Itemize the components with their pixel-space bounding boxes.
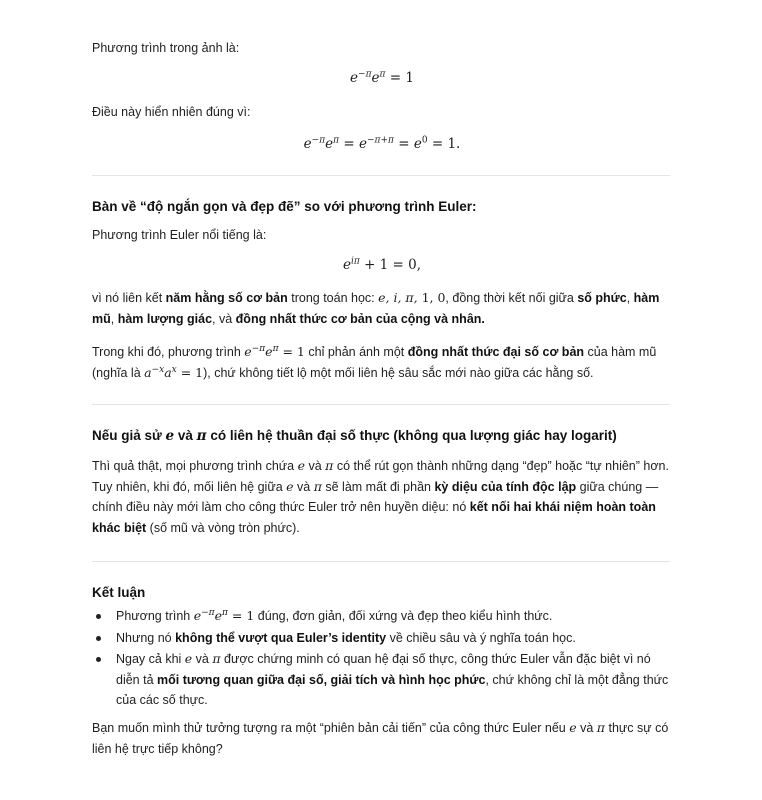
euler-paragraph: vì nó liên kết năm hằng số cơ bản trong toán học: e, i, π, 1, 0, đồng thời kết nối giữa số phức, hàm mũ, hàm lượng giác, và đồng nhất thức cơ bản của cộng và nhân. — [92, 290, 660, 326]
divider — [92, 404, 670, 405]
divider — [92, 561, 670, 562]
bullet-icon — [96, 614, 101, 619]
comparison-paragraph: Trong khi đó, phương trình $e^{-\pi}e^\pi = 1$ chỉ phản ánh một đồng nhất thức đại số cơ bản của hàm mũ (nghĩa là $a^{-x}a^x = 1$), chứ không tiết lộ một mối liên hệ sâu sắc mới nào giữa các hằng số. — [92, 343, 657, 380]
bullet-icon — [96, 657, 101, 662]
algebraic-paragraph: Thì quả thật, mọi phương trình chứa e và π có thể rút gọn thành những dạng “đẹp” hoặc “tự nhiên” hơn. Tuy nhiên, khi đó, mối liên hệ giữa e và π sẽ làm mất đi phần kỳ diệu của tính độc lập giữa chúng — chính điều này mới làm cho công thức Euler trở nên huyền diệu: nó kết nối hai khái niệm hoàn toàn khác biệt (số mũ và vòng tròn phức). — [92, 458, 669, 535]
follow-up-question: Bạn muốn mình thử tưởng tượng ra một “phiên bản cải tiến” của công thức Euler nếu e và π thực sự có liên hệ trực tiếp không? — [92, 720, 669, 756]
section-heading-conclusion: Kết luận — [92, 585, 146, 600]
intro-line-2: Điều này hiển nhiên đúng vì: — [92, 105, 251, 119]
euler-equation: $e^{i\pi} + 1 = 0$, — [342, 256, 422, 273]
section-heading-euler: Bàn về “độ ngắn gọn và đẹp đẽ” so với phương trình Euler: — [92, 199, 477, 214]
list-item: Nhưng nó không thể vượt qua Euler’s identity về chiều sâu và ý nghĩa toán học. — [92, 628, 672, 649]
list-item: Ngay cả khi e và π được chứng minh có quan hệ đại số thực, công thức Euler vẫn đặc biệt vì nó diễn tả mối tương quan giữa đại số, giải tích và hình học phức, chứ không chỉ là một đẳng thức của các số thực. — [92, 649, 672, 711]
equation-2: $e^{-\pi}e^\pi = e^{-\pi+\pi} = e^0 = 1$. — [303, 135, 461, 152]
euler-intro: Phương trình Euler nổi tiếng là: — [92, 228, 267, 242]
conclusion-list — [92, 606, 672, 712]
equation-1: $e^{-\pi}e^\pi = 1$ — [350, 69, 414, 86]
list-item: Phương trình $e^{-\pi}e^\pi = 1$ đúng, đơn giản, đối xứng và đẹp theo kiểu hình thức. — [92, 606, 672, 627]
intro-line-1: Phương trình trong ảnh là: — [92, 41, 240, 55]
divider — [92, 175, 670, 176]
bullet-icon — [96, 636, 101, 641]
section-heading-algebraic: Nếu giả sử e và π có liên hệ thuần đại số thực (không qua lượng giác hay logarit) — [92, 428, 617, 444]
